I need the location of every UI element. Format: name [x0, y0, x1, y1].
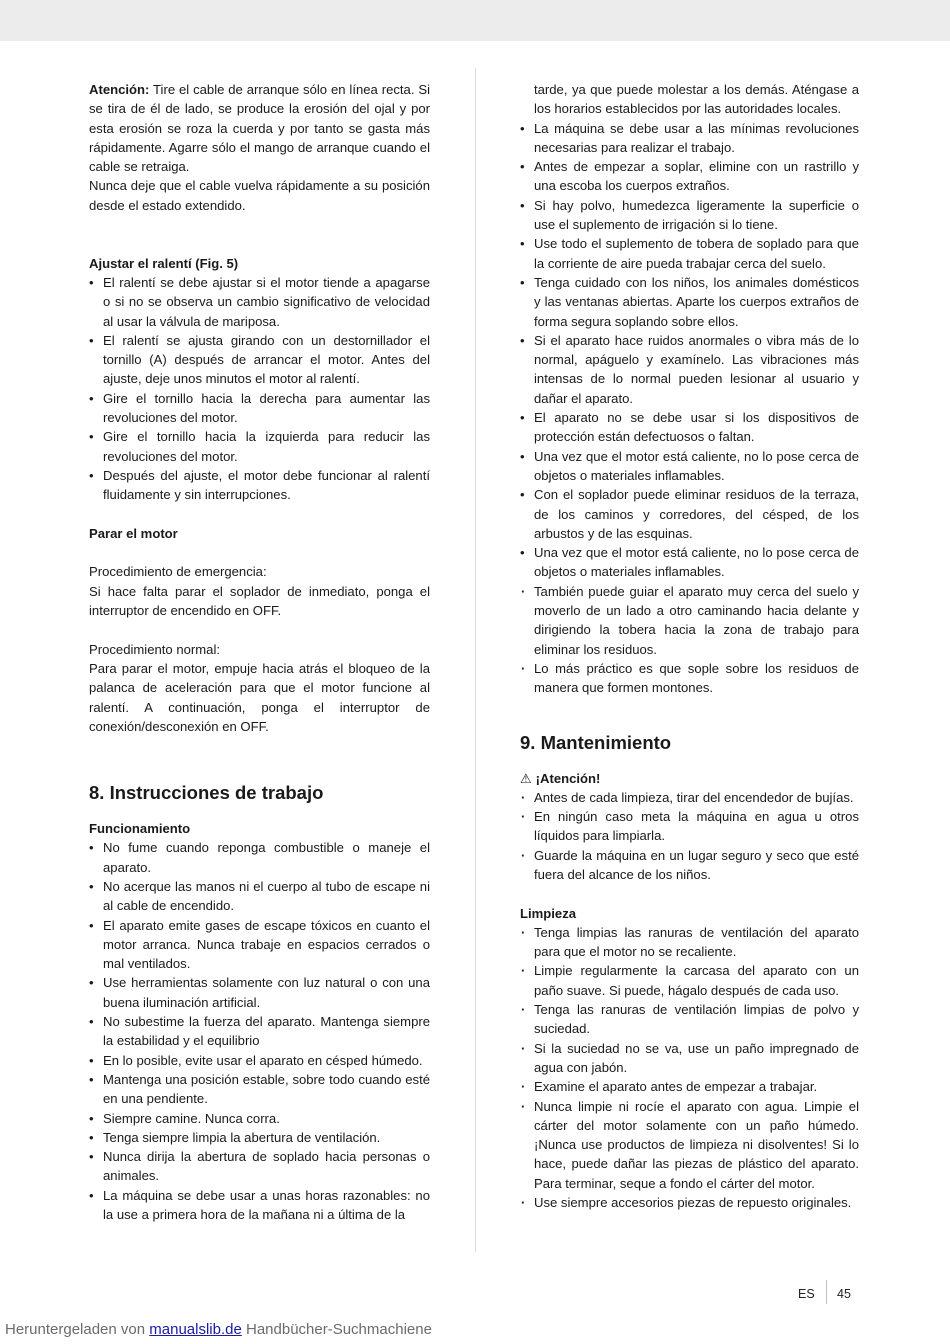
- list-item: • No acerque las manos ni el cuerpo al tubo de escape ni al cable de encendido.: [89, 877, 430, 916]
- normal-label: Procedimiento normal:: [89, 641, 220, 657]
- continuation-text: tarde, ya que puede molestar a los demás. Aténgase a los horarios establecidos por las autoridades locales.: [534, 82, 859, 117]
- list-item: • La máquina se debe usar a unas horas razonables: no la use a primera hora de la mañana ni a última de la: [89, 1186, 430, 1225]
- right-column: [520, 80, 859, 1212]
- list-item: • Tenga siempre limpia la abertura de ventilación.: [89, 1128, 430, 1147]
- left-column: [89, 80, 430, 1224]
- list-item: · Tenga las ranuras de ventilación limpias de polvo y suciedad.: [520, 1000, 859, 1039]
- language-code: ES: [798, 1287, 815, 1301]
- list-item: • Una vez que el motor está caliente, no lo pose cerca de objetos o materiales inflamables.: [520, 447, 859, 486]
- attention-text: Tire el cable de arranque sólo en línea recta. Si se tira de él de lado, se produce la erosión del ojal y por esta erosión se roza la cuerda y por tanto se gasta más rápidamente. Agarre sólo el mango de arranque cuando el cable se retraiga.: [89, 82, 430, 175]
- top-bar: [0, 0, 950, 41]
- column-divider: [475, 68, 476, 1252]
- work-list-2: [520, 582, 859, 698]
- idle-list: [89, 273, 430, 505]
- list-item: • No fume cuando reponga combustible o maneje el aparato.: [89, 838, 430, 877]
- emergency-text: Si hace falta parar el soplador de inmediato, ponga el interruptor de encendido en OFF.: [89, 583, 430, 619]
- section-8-title: 8. Instrucciones de trabajo: [89, 782, 324, 804]
- list-item: • Nunca dirija la abertura de soplado hacia personas o animales.: [89, 1147, 430, 1186]
- list-item: • Después del ajuste, el motor debe funcionar al ralentí fluidamente y sin interrupciones.: [89, 466, 430, 505]
- list-item: • Si el aparato hace ruidos anormales o vibra más de lo normal, apáguelo y examínelo. Las vibraciones más intensas de lo normal pueden lesionar al usuario y dañar el aparato.: [520, 331, 859, 408]
- warning-heading: [520, 769, 859, 788]
- list-item: • Con el soplador puede eliminar residuos de la terraza, de los caminos y corredores, del césped, de los arbustos y de las esquinas.: [520, 485, 859, 543]
- emergency-label: Procedimiento de emergencia:: [89, 564, 267, 580]
- list-item: • Use todo el suplemento de tobera de soplado para que la corriente de aire pueda trabajar cerca del suelo.: [520, 234, 859, 273]
- list-item: · Guarde la máquina en un lugar seguro y seco que esté fuera del alcance de los niños.: [520, 846, 859, 885]
- list-item: • Una vez que el motor está caliente, no lo pose cerca de objetos o materiales inflamables.: [520, 543, 859, 582]
- stop-heading: Parar el motor: [89, 525, 178, 541]
- list-item: • Si hay polvo, humedezca ligeramente la superficie o use el suplemento de irrigación si lo tiene.: [520, 196, 859, 235]
- list-item: · En ningún caso meta la máquina en agua u otros líquidos para limpiarla.: [520, 807, 859, 846]
- list-item: • Tenga cuidado con los niños, los animales domésticos y las ventanas abiertas. Aparte los cuerpos extraños de forma segura soplando sobre ellos.: [520, 273, 859, 331]
- normal-text: Para parar el motor, empuje hacia atrás el bloqueo de la palanca de aceleración para que el motor funcione al ralentí. A continuación, ponga el interruptor de conexión/desconexión en OFF.: [89, 660, 430, 734]
- list-item: • Siempre camine. Nunca corra.: [89, 1109, 430, 1128]
- warning-list: [520, 788, 859, 884]
- list-item: · Use siempre accesorios piezas de repuesto originales.: [520, 1193, 859, 1212]
- list-item: · Tenga limpias las ranuras de ventilación del aparato para que el motor no se recaliente.: [520, 923, 859, 962]
- list-item: • El ralentí se ajusta girando con un destornillador el tornillo (A) después de arrancar el motor. Antes del ajuste, deje unos minutos el motor al ralentí.: [89, 331, 430, 389]
- list-item: · Limpie regularmente la carcasa del aparato con un paño suave. Si puede, hágalo después de cada uso.: [520, 961, 859, 1000]
- list-item: · Si la suciedad no se va, use un paño impregnado de agua con jabón.: [520, 1039, 859, 1078]
- footer-divider: [826, 1280, 827, 1304]
- work-list: [520, 119, 859, 582]
- list-item: • Mantenga una posición estable, sobre todo cuando esté en una pendiente.: [89, 1070, 430, 1109]
- list-item: · Antes de cada limpieza, tirar del encendedor de bujías.: [520, 788, 859, 807]
- list-item: • Antes de empezar a soplar, elimine con un rastrillo y una escoba los cuerpos extraños.: [520, 157, 859, 196]
- never-paragraph: Nunca deje que el cable vuelva rápidamente a su posición desde el estado extendido.: [89, 178, 430, 213]
- list-item: • El ralentí se debe ajustar si el motor tiende a apagarse o si no se observa un cambio significativo de velocidad al usar la válvula de mariposa.: [89, 273, 430, 331]
- function-list: [89, 838, 430, 1224]
- list-item: · Lo más práctico es que sople sobre los residuos de manera que formen montones.: [520, 659, 859, 698]
- page-number: 45: [837, 1287, 851, 1301]
- list-item: • La máquina se debe usar a las mínimas revoluciones necesarias para realizar el trabajo.: [520, 119, 859, 158]
- list-item: • Use herramientas solamente con luz natural o con una buena iluminación artificial.: [89, 973, 430, 1012]
- attention-label: Atención:: [89, 82, 150, 97]
- credit-prefix: Heruntergeladen von: [5, 1321, 150, 1338]
- list-item: • El aparato emite gases de escape tóxicos en cuanto el motor arranca. Nunca trabaje en espacios cerrados o mal ventilados.: [89, 916, 430, 974]
- section-9-title: 9. Mantenimiento: [520, 731, 672, 753]
- list-item: · Nunca limpie ni rocíe el aparato con agua. Limpie el cárter del motor solamente con un paño húmedo. ¡Nunca use productos de limpieza ni disolventes! Si lo hace, puede dañar las piezas de plástico del aparato. Para terminar, seque a fondo el cárter del motor.: [520, 1097, 859, 1193]
- list-item: • Gire el tornillo hacia la derecha para aumentar las revoluciones del motor.: [89, 389, 430, 428]
- list-item: • El aparato no se debe usar si los dispositivos de protección están defectuosos o faltan.: [520, 408, 859, 447]
- list-item: · También puede guiar el aparato muy cerca del suelo y moverlo de un lado a otro caminando hacia delante y dirigiendo la tobera hacia la zona de trabajo para eliminar los residuos.: [520, 582, 859, 659]
- credit-suffix: Handbücher-Suchmachiene: [241, 1321, 432, 1338]
- function-heading: Funcionamiento: [89, 821, 191, 837]
- warning-icon: ⚠: [520, 770, 532, 786]
- download-credit: [5, 1320, 432, 1340]
- manualslib-link[interactable]: manualslib.de: [149, 1321, 242, 1338]
- attention-paragraph: [89, 80, 430, 176]
- warning-label: ¡Atención!: [535, 770, 601, 786]
- list-item: • Gire el tornillo hacia la izquierda para reducir las revoluciones del motor.: [89, 427, 430, 466]
- list-item: · Examine el aparato antes de empezar a trabajar.: [520, 1077, 859, 1096]
- list-item: • En lo posible, evite usar el aparato en césped húmedo.: [89, 1051, 430, 1070]
- list-item: • No subestime la fuerza del aparato. Mantenga siempre la estabilidad y el equilibrio: [89, 1012, 430, 1051]
- idle-heading: Ajustar el ralentí (Fig. 5): [89, 255, 239, 271]
- cleaning-list: [520, 923, 859, 1212]
- cleaning-heading: Limpieza: [520, 905, 577, 921]
